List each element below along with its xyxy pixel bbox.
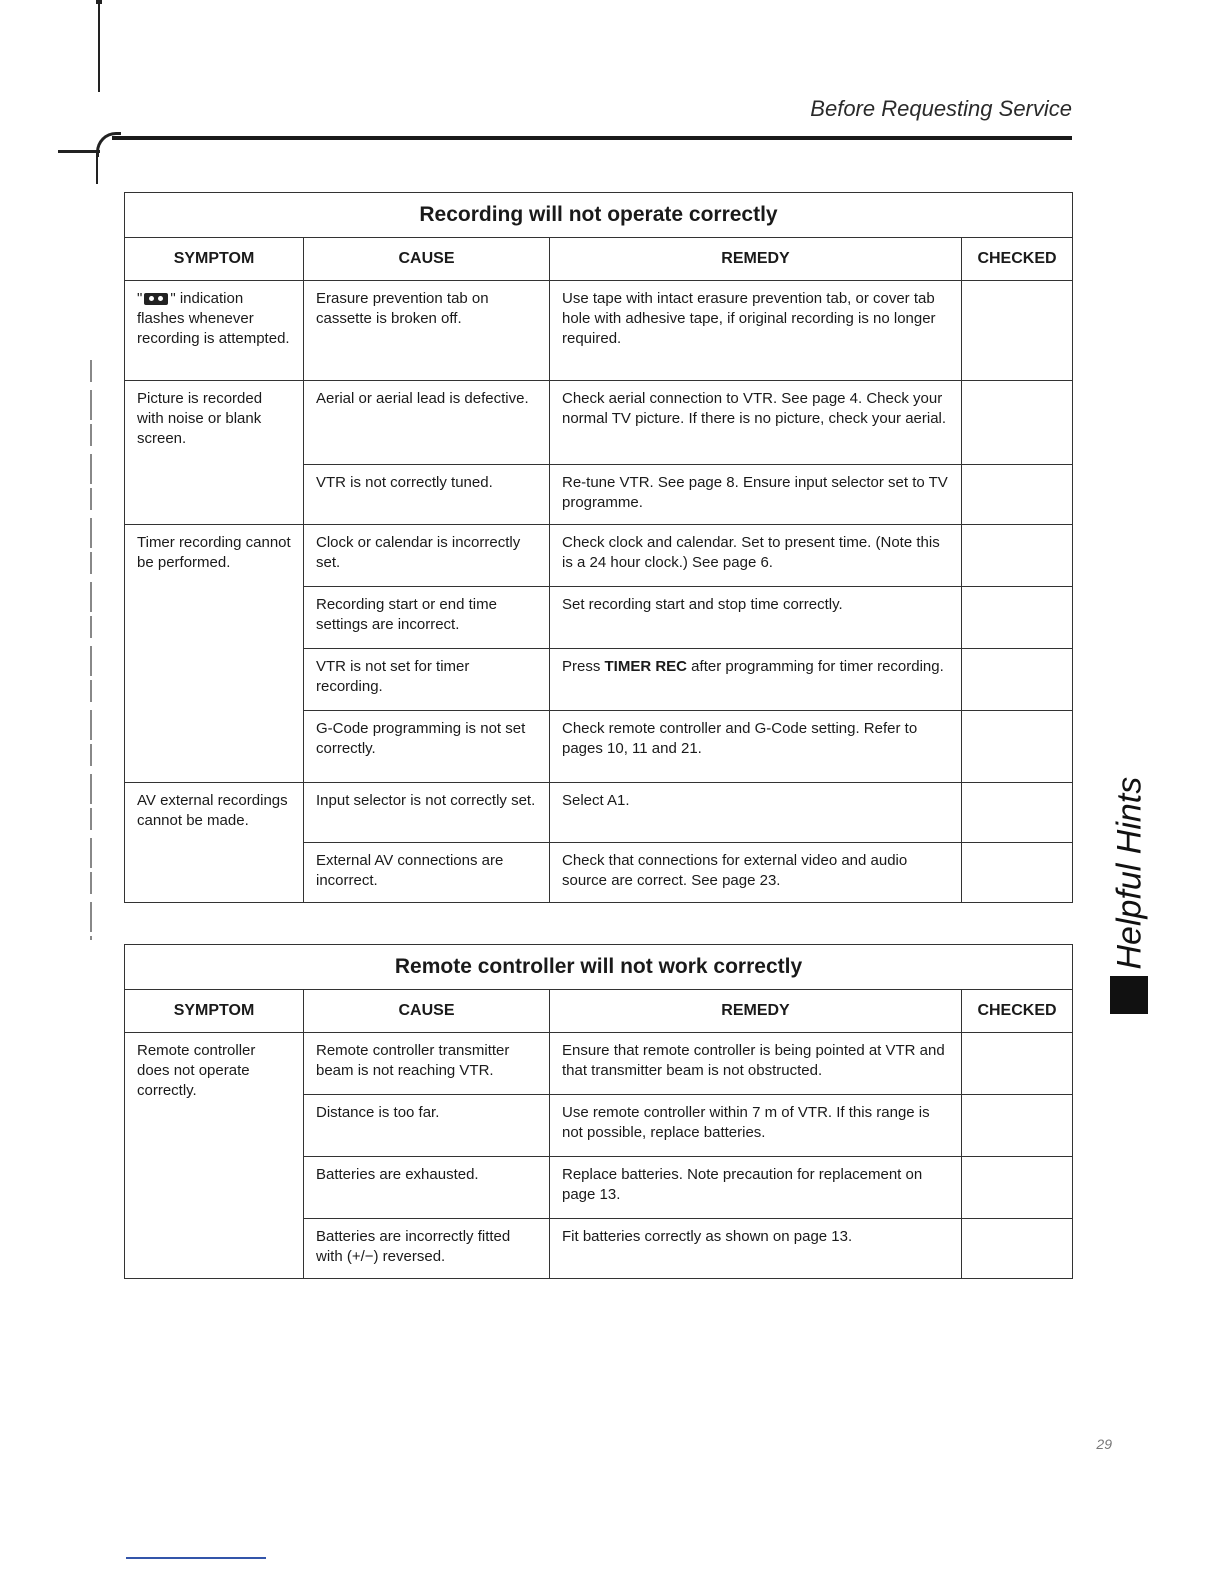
cause-column-header: CAUSE <box>304 238 550 281</box>
checked-box[interactable] <box>962 281 1073 381</box>
checked-box[interactable] <box>962 1219 1073 1279</box>
checked-box[interactable] <box>962 465 1073 525</box>
table-row <box>125 281 1073 381</box>
remedy-cell: Check remote controller and G-Code setting. Refer to pages 10, 11 and 21. <box>550 711 962 783</box>
crop-mark-horizontal <box>58 150 100 153</box>
remedy-cell: Re-tune VTR. See page 8. Ensure input selector set to TV programme. <box>550 465 962 525</box>
crop-mark-stub <box>96 154 98 184</box>
page-header-title: Before Requesting Service <box>810 96 1072 121</box>
cause-cell: VTR is not correctly tuned. <box>304 465 550 525</box>
remote-section-title: Remote controller will not work correctly <box>125 945 1073 990</box>
page-number: 29 <box>1096 1436 1112 1452</box>
remedy-column-header: REMEDY <box>550 238 962 281</box>
checked-box[interactable] <box>962 843 1073 903</box>
remedy-cell: Use remote controller within 7 m of VTR. If this range is not possible, replace batteries. <box>550 1095 962 1157</box>
symptom-cell: Timer recording cannot be performed. <box>125 525 304 783</box>
side-tab-label: Helpful Hints <box>1110 776 1149 970</box>
checked-box[interactable] <box>962 1095 1073 1157</box>
margin-line <box>90 360 92 940</box>
cause-cell: Recording start or end time settings are incorrect. <box>304 587 550 649</box>
recording-section-title: Recording will not operate correctly <box>125 193 1073 238</box>
cause-cell: VTR is not set for timer recording. <box>304 649 550 711</box>
recording-troubleshooting-table <box>124 192 1072 903</box>
symptom-column-header: SYMPTOM <box>125 990 304 1033</box>
cause-cell: Batteries are exhausted. <box>304 1157 550 1219</box>
cause-cell: Distance is too far. <box>304 1095 550 1157</box>
checked-box[interactable] <box>962 525 1073 587</box>
remedy-cell: Fit batteries correctly as shown on page 13. <box>550 1219 962 1279</box>
remedy-cell: Check aerial connection to VTR. See page 4. Check your normal TV picture. If there is no picture, check your aerial. <box>550 381 962 465</box>
crop-mark-top <box>96 0 102 4</box>
symptom-column-header: SYMPTOM <box>125 238 304 281</box>
cause-cell: External AV connections are incorrect. <box>304 843 550 903</box>
crop-mark-vertical <box>98 0 100 92</box>
footer-rule <box>126 1557 266 1559</box>
table-row <box>125 783 1073 843</box>
tab-marker-block <box>1110 976 1148 1014</box>
cause-cell: Remote controller transmitter beam is not reaching VTR. <box>304 1033 550 1095</box>
checked-column-header: CHECKED <box>962 990 1073 1033</box>
checked-box[interactable] <box>962 587 1073 649</box>
symptom-cell: Remote controller does not operate correctly. <box>125 1033 304 1279</box>
remedy-cell: Press TIMER REC after programming for timer recording. <box>550 649 962 711</box>
cause-cell: Aerial or aerial lead is defective. <box>304 381 550 465</box>
checked-box[interactable] <box>962 1157 1073 1219</box>
header-rule <box>112 136 1072 140</box>
table-row <box>125 525 1073 587</box>
remedy-cell: Check clock and calendar. Set to present time. (Note this is a 24 hour clock.) See page 6. <box>550 525 962 587</box>
timer-rec-keyword: TIMER REC <box>604 658 688 675</box>
checked-box[interactable] <box>962 1033 1073 1095</box>
checked-box[interactable] <box>962 381 1073 465</box>
table-row <box>125 381 1073 465</box>
symptom-cell: " " indication flashes whenever recording is attempted. <box>125 281 304 381</box>
cause-cell: Erasure prevention tab on cassette is broken off. <box>304 281 550 381</box>
cause-column-header: CAUSE <box>304 990 550 1033</box>
cause-cell: G-Code programming is not set correctly. <box>304 711 550 783</box>
checked-box[interactable] <box>962 649 1073 711</box>
remedy-column-header: REMEDY <box>550 990 962 1033</box>
remote-troubleshooting-table <box>124 944 1072 1279</box>
cause-cell: Batteries are incorrectly fitted with (+/−) reversed. <box>304 1219 550 1279</box>
checked-column-header: CHECKED <box>962 238 1073 281</box>
cassette-icon <box>144 293 168 305</box>
checked-box[interactable] <box>962 783 1073 843</box>
remedy-cell: Ensure that remote controller is being pointed at VTR and that transmitter beam is not obstructed. <box>550 1033 962 1095</box>
remedy-cell: Select A1. <box>550 783 962 843</box>
remedy-cell: Set recording start and stop time correctly. <box>550 587 962 649</box>
helpful-hints-tab <box>1110 776 1150 1020</box>
symptom-cell: AV external recordings cannot be made. <box>125 783 304 903</box>
symptom-cell: Picture is recorded with noise or blank screen. <box>125 381 304 525</box>
remedy-cell: Replace batteries. Note precaution for replacement on page 13. <box>550 1157 962 1219</box>
checked-box[interactable] <box>962 711 1073 783</box>
remedy-cell: Use tape with intact erasure prevention tab, or cover tab hole with adhesive tape, if original recording is no longer required. <box>550 281 962 381</box>
remedy-cell: Check that connections for external video and audio source are correct. See page 23. <box>550 843 962 903</box>
cause-cell: Clock or calendar is incorrectly set. <box>304 525 550 587</box>
table-row <box>125 1033 1073 1095</box>
cause-cell: Input selector is not correctly set. <box>304 783 550 843</box>
